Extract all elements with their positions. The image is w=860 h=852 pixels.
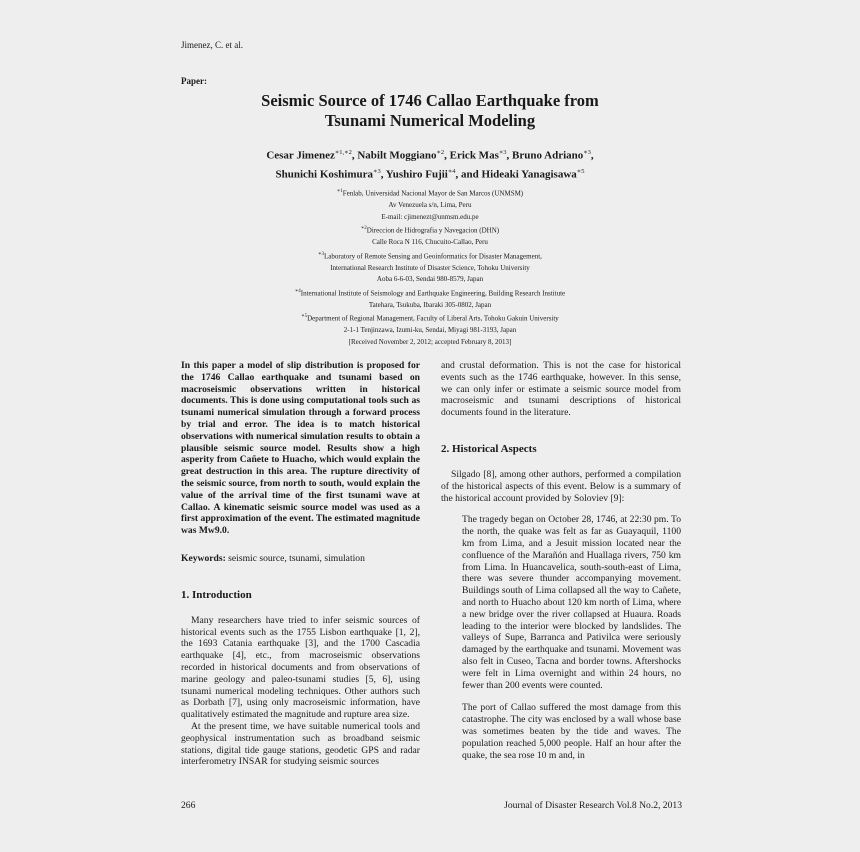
affiliation-line — [180, 200, 680, 212]
left-column — [181, 360, 420, 768]
affiliation-text: International Research Institute of Disaster Science, Tohoku University — [330, 263, 530, 272]
affiliation-text: Calle Roca N 116, Chucuito-Callao, Peru — [372, 238, 488, 247]
affiliation-line — [180, 300, 680, 312]
author-separator: , — [590, 149, 594, 162]
author-separator: , — [444, 149, 450, 162]
author-affiliation-mark: ∗5 — [576, 167, 585, 175]
affiliation-line — [180, 237, 680, 249]
paper-type-label: Paper: — [181, 76, 207, 86]
affiliation-text: 2-1-1 Tenjinzawa, Izumi-ku, Sendai, Miyagi 981-3193, Japan — [343, 326, 517, 335]
author-list — [180, 145, 680, 182]
author-name: Shunichi Koshimura — [275, 168, 374, 181]
affiliation-mark: ∗1 — [336, 189, 343, 194]
affiliation-mark: ∗3 — [318, 251, 324, 257]
author-affiliation-mark: ∗3 — [583, 149, 591, 156]
author-separator: , — [351, 149, 358, 162]
title-line-2: Tsunami Numerical Modeling — [324, 111, 536, 130]
affiliation-line — [180, 263, 680, 275]
affiliation-mark: ∗5 — [301, 314, 308, 320]
affiliation-line — [180, 186, 680, 200]
title-line-1: Seismic Source of 1746 Callao Earthquake from — [261, 91, 599, 110]
received-dates-text: [Received November 2, 2012; accepted February 8, 2013] — [348, 337, 512, 346]
received-dates — [180, 337, 680, 349]
running-head: Jimenez, C. et al. — [181, 40, 243, 50]
affiliation-text: International Institute of Seismology and Earthquake Engineering, Building Research Institute — [300, 289, 566, 298]
author-name: Nabilt Moggiano — [357, 149, 437, 162]
affiliation-text: E-mail: cjimenezt@unmsm.edu.pe — [381, 212, 479, 221]
author-affiliation-mark: ∗2 — [436, 149, 445, 156]
historical-paragraph-1: Silgado [8], among other authors, performed a compilation of the historical aspects of this event. Below is a summary of the historical account provided by Soloviev [9]: — [441, 468, 681, 504]
intro-continuation: and crustal deformation. This is not the case for historical events such as the 1746 earthquake, however. In this sense, we can only infer or estimate a seismic source model from macroseismic and tsunami descriptions of historical documents found in the literature. — [441, 360, 681, 419]
affiliation-line — [180, 223, 680, 237]
affiliation-text: Department of Regional Management, Faculty of Liberal Arts, Tohoku Gakuin University — [307, 314, 559, 323]
intro-paragraph-1: Many researchers have tried to infer seismic sources of historical events such as the 1755 Lisbon earthquake [1, 2], the 1693 Catania earthquake [3], and the 1700 Cascadia earthquake [4], etc., from macroseismic observations recorded in historical documents and from observations of marine geology and paleo-tsunami studies [5, 6], using tsunami numerical modeling techniques. Other authors such as Dorbath [7], using only macroseismic information, have qualitatively estimated the magnitude and rupture area size. — [181, 614, 420, 721]
author-line-2 — [180, 164, 680, 183]
affiliation-line — [180, 325, 680, 337]
historical-quote-2: The port of Callao suffered the most damage from this catastrophe. The city was enclosed by a wall whose base was sometimes beaten by the tide and waves. The population reached 5,000 people. Half an hour after the quake, the sea rose 10 m and, in — [462, 702, 681, 761]
author-line-1 — [180, 145, 680, 164]
affiliation-text: Tatehara, Tsukuba, Ibaraki 305-0802, Japan — [368, 300, 492, 309]
page-number: 266 — [181, 800, 196, 811]
author-name: Bruno Adriano — [512, 149, 584, 162]
affiliation-line — [180, 274, 680, 286]
affiliation-text: Fenlab, Universidad Nacional Mayor de San Marcos (UNMSM) — [342, 189, 524, 198]
author-affiliation-mark: ∗3 — [498, 149, 507, 156]
right-column — [441, 360, 681, 761]
affiliation-line — [180, 249, 680, 263]
author-name: Yushiro Fujii — [385, 168, 448, 181]
affiliation-list — [180, 186, 680, 348]
author-affiliation-mark: ∗3 — [373, 167, 381, 175]
affiliation-line — [180, 311, 680, 325]
author-separator: , and — [455, 168, 482, 181]
abstract: In this paper a model of slip distribution is proposed for the 1746 Callao earthquake and tsunami based on macroseismic observations written in historical documents. This is done using computational tools such as tsunami numerical simulation through a forward process by trial and error. The idea is to match historical observations with numerical simulation results to obtain a plausible seismic source model. Results show a high asperity from Cañete to Huacho, which would explain the great destruction in this area. The rupture directivity of the seismic source, from north to south, would explain the value of the arrival time of the first tsunami wave at Callao. A kinematic seismic source model was used as a first approximation of the event. The estimated magnitude was Mw9.0. — [181, 360, 420, 537]
author-separator: , — [506, 149, 513, 162]
intro-paragraph-2: At the present time, we have suitable numerical tools and geophysical instrumentation such as broadband seismic stations, digital tide gauge stations, geodetic GPS and radar interferometry INSAR for studying seismic sources — [181, 720, 420, 768]
author-name: Cesar Jimenez — [266, 149, 335, 162]
author-name: Hideaki Yanagisawa — [481, 168, 577, 181]
historical-quote-1: The tragedy began on October 28, 1746, at 22:30 pm. To the north, the quake was felt as far as Guayaquil, 1100 km from Lima, and a Jesuit mission located near the confluence of the Marañón and Huallaga rivers, 750 km from Lima. In Huancavelica, south-south-east of Lima, there was severe thunder accompanying movement. Buildings south of Lima collapsed all the way to Cañete, and north to Huacho about 120 km north of Lima, where a new bridge over the river collapsed at Huaura. Roads leading to the interior were blocked by landslides. The valleys of Supe, Barranca and Pativilca were seriously damaged by the earthquake and tsunami. Movement was also felt in Cuseo, Tacna and border towns. Aftershocks were felt in Lima overnight and within 24 hours, no fewer than 200 events were counted. — [462, 514, 681, 691]
affiliation-text: Laboratory of Remote Sensing and Geoinformatics for Disaster Management, — [323, 251, 542, 260]
author-separator: , — [380, 168, 386, 181]
section-heading-introduction: 1. Introduction — [181, 588, 252, 601]
keywords-label: Keywords: — [181, 552, 226, 564]
paper-title — [180, 91, 680, 131]
affiliation-text: Av Venezuela s/n, Lima, Peru — [388, 200, 472, 209]
affiliation-text: Aoba 6-6-03, Sendai 980-8579, Japan — [376, 275, 484, 284]
affiliation-text: Direccion de Hidrografia y Navegacion (DHN) — [366, 226, 500, 235]
author-name: Erick Mas — [449, 149, 499, 162]
affiliation-mark: ∗2 — [360, 226, 367, 232]
affiliation-line — [180, 286, 680, 300]
author-affiliation-mark: ∗4 — [447, 167, 456, 175]
author-affiliation-mark: ∗1,∗2 — [334, 149, 352, 156]
affiliation-mark: ∗4 — [294, 288, 301, 294]
section-heading-historical-aspects: 2. Historical Aspects — [441, 442, 537, 455]
journal-citation: Journal of Disaster Research Vol.8 No.2, 2013 — [504, 800, 682, 811]
keywords-text: seismic source, tsunami, simulation — [228, 552, 365, 564]
affiliation-line — [180, 212, 680, 224]
keywords — [181, 553, 420, 565]
